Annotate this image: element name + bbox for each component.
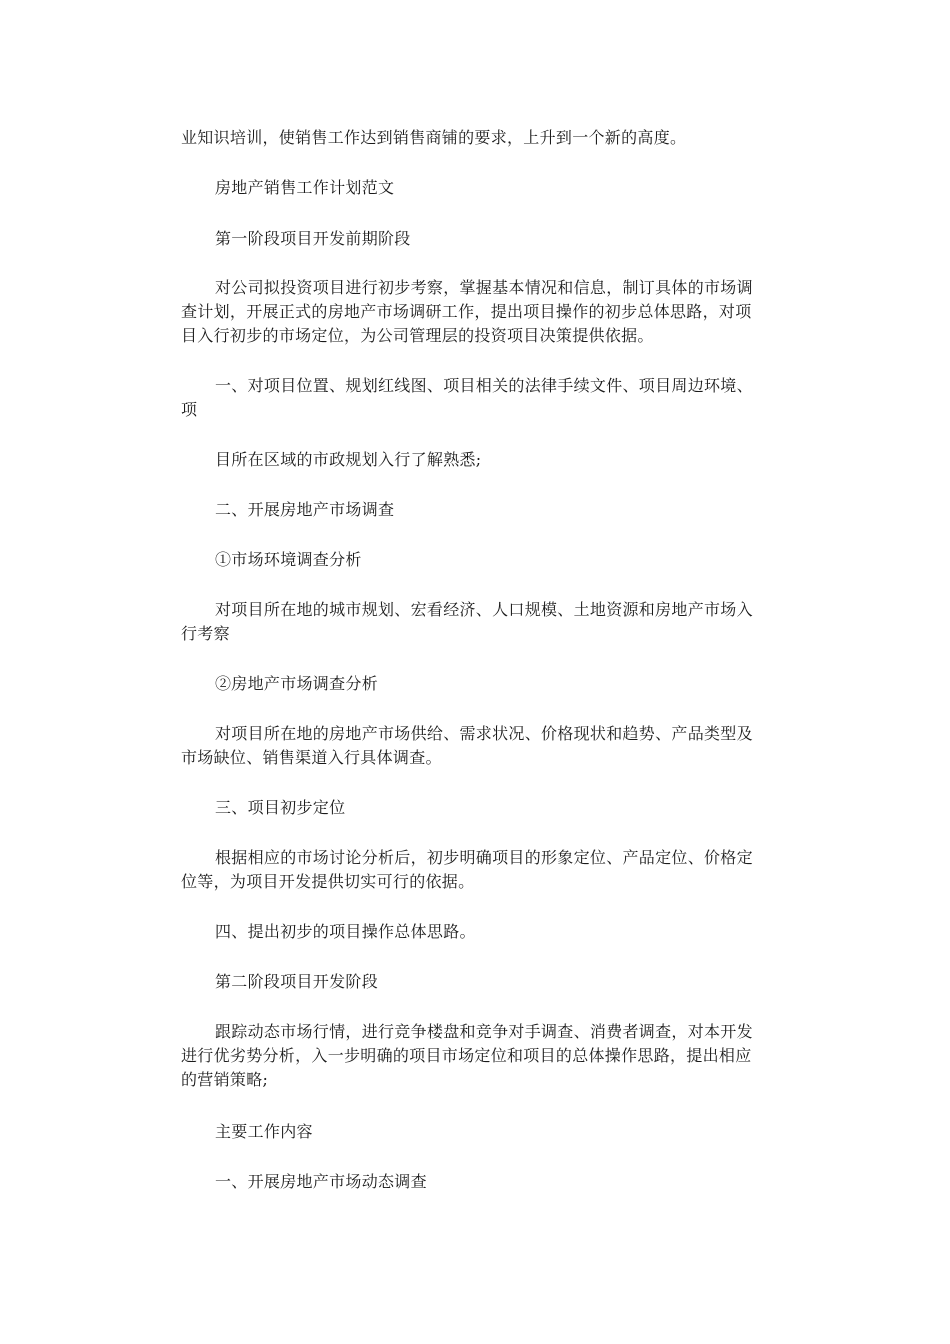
text-line: 主要工作内容 — [215, 1122, 313, 1141]
text-line: 四、提出初步的项目操作总体思路。 — [215, 922, 476, 941]
text-line: 位等，为项目开发提供切实可行的依据。 — [181, 872, 475, 891]
text-line: 市场缺位、销售渠道入行具体调查。 — [181, 748, 442, 767]
text-line: 三、项目初步定位 — [215, 798, 346, 817]
list-item-3 — [181, 796, 773, 820]
text-line: 根据相应的市场讨论分析后，初步明确项目的形象定位、产品定位、价格定 — [215, 848, 753, 867]
text-line: ①市场环境调查分析 — [215, 550, 362, 569]
heading-phase-two — [181, 970, 773, 994]
text-line: 目入行初步的市场定位，为公司管理层的投资项目决策提供依据。 — [181, 326, 654, 345]
sub-item-1 — [181, 548, 773, 572]
heading-main-work — [181, 1120, 773, 1144]
heading-plan-title — [181, 176, 773, 200]
paragraph-1 — [181, 126, 773, 150]
text-line: 房地产销售工作计划范文 — [215, 178, 395, 197]
list-item-4 — [181, 920, 773, 944]
text-line: 行考察 — [181, 624, 230, 643]
text-line: 对公司拟投资项目进行初步考察，掌握基本情况和信息，制订具体的市场调 — [215, 278, 753, 297]
text-line: 目所在区域的市政规划入行了解熟悉; — [215, 450, 482, 469]
list-item-1 — [181, 374, 773, 422]
text-line: 一、开展房地产市场动态调查 — [215, 1172, 427, 1191]
text-line: 项 — [181, 400, 198, 419]
paragraph-phase-two-body — [181, 1020, 773, 1092]
text-line: 第二阶段项目开发阶段 — [215, 972, 379, 991]
text-line: 业知识培训，使销售工作达到销售商铺的要求，上升到一个新的高度。 — [181, 128, 687, 147]
text-line: 查计划，开展正式的房地产市场调研工作，提出项目操作的初步总体思路，对项 — [181, 302, 752, 321]
paragraph-continuation — [181, 448, 773, 472]
text-line: 第一阶段项目开发前期阶段 — [215, 229, 411, 248]
text-line: 跟踪动态市场行情，进行竞争楼盘和竞争对手调查、消费者调查，对本开发 — [215, 1022, 753, 1041]
paragraph-market-survey — [181, 722, 773, 770]
list-item-2 — [181, 498, 773, 522]
list-item-5 — [181, 1170, 773, 1194]
text-line: 一、对项目位置、规划红线图、项目相关的法律手续文件、项目周边环境、 — [215, 376, 753, 395]
paragraph-market-env — [181, 598, 773, 646]
paragraph-positioning — [181, 846, 773, 894]
paragraph-phase-one-body — [181, 276, 773, 348]
text-line: 二、开展房地产市场调查 — [215, 500, 395, 519]
sub-item-2 — [181, 672, 773, 696]
heading-phase-one — [181, 227, 773, 251]
text-line: 进行优劣势分析，入一步明确的项目市场定位和项目的总体操作思路，提出相应 — [181, 1046, 752, 1065]
text-line: ②房地产市场调查分析 — [215, 674, 379, 693]
text-line: 对项目所在地的房地产市场供给、需求状况、价格现状和趋势、产品类型及 — [215, 724, 753, 743]
text-line: 对项目所在地的城市规划、宏看经济、人口规模、土地资源和房地产市场入 — [215, 600, 753, 619]
text-line: 的营销策略; — [181, 1070, 269, 1089]
